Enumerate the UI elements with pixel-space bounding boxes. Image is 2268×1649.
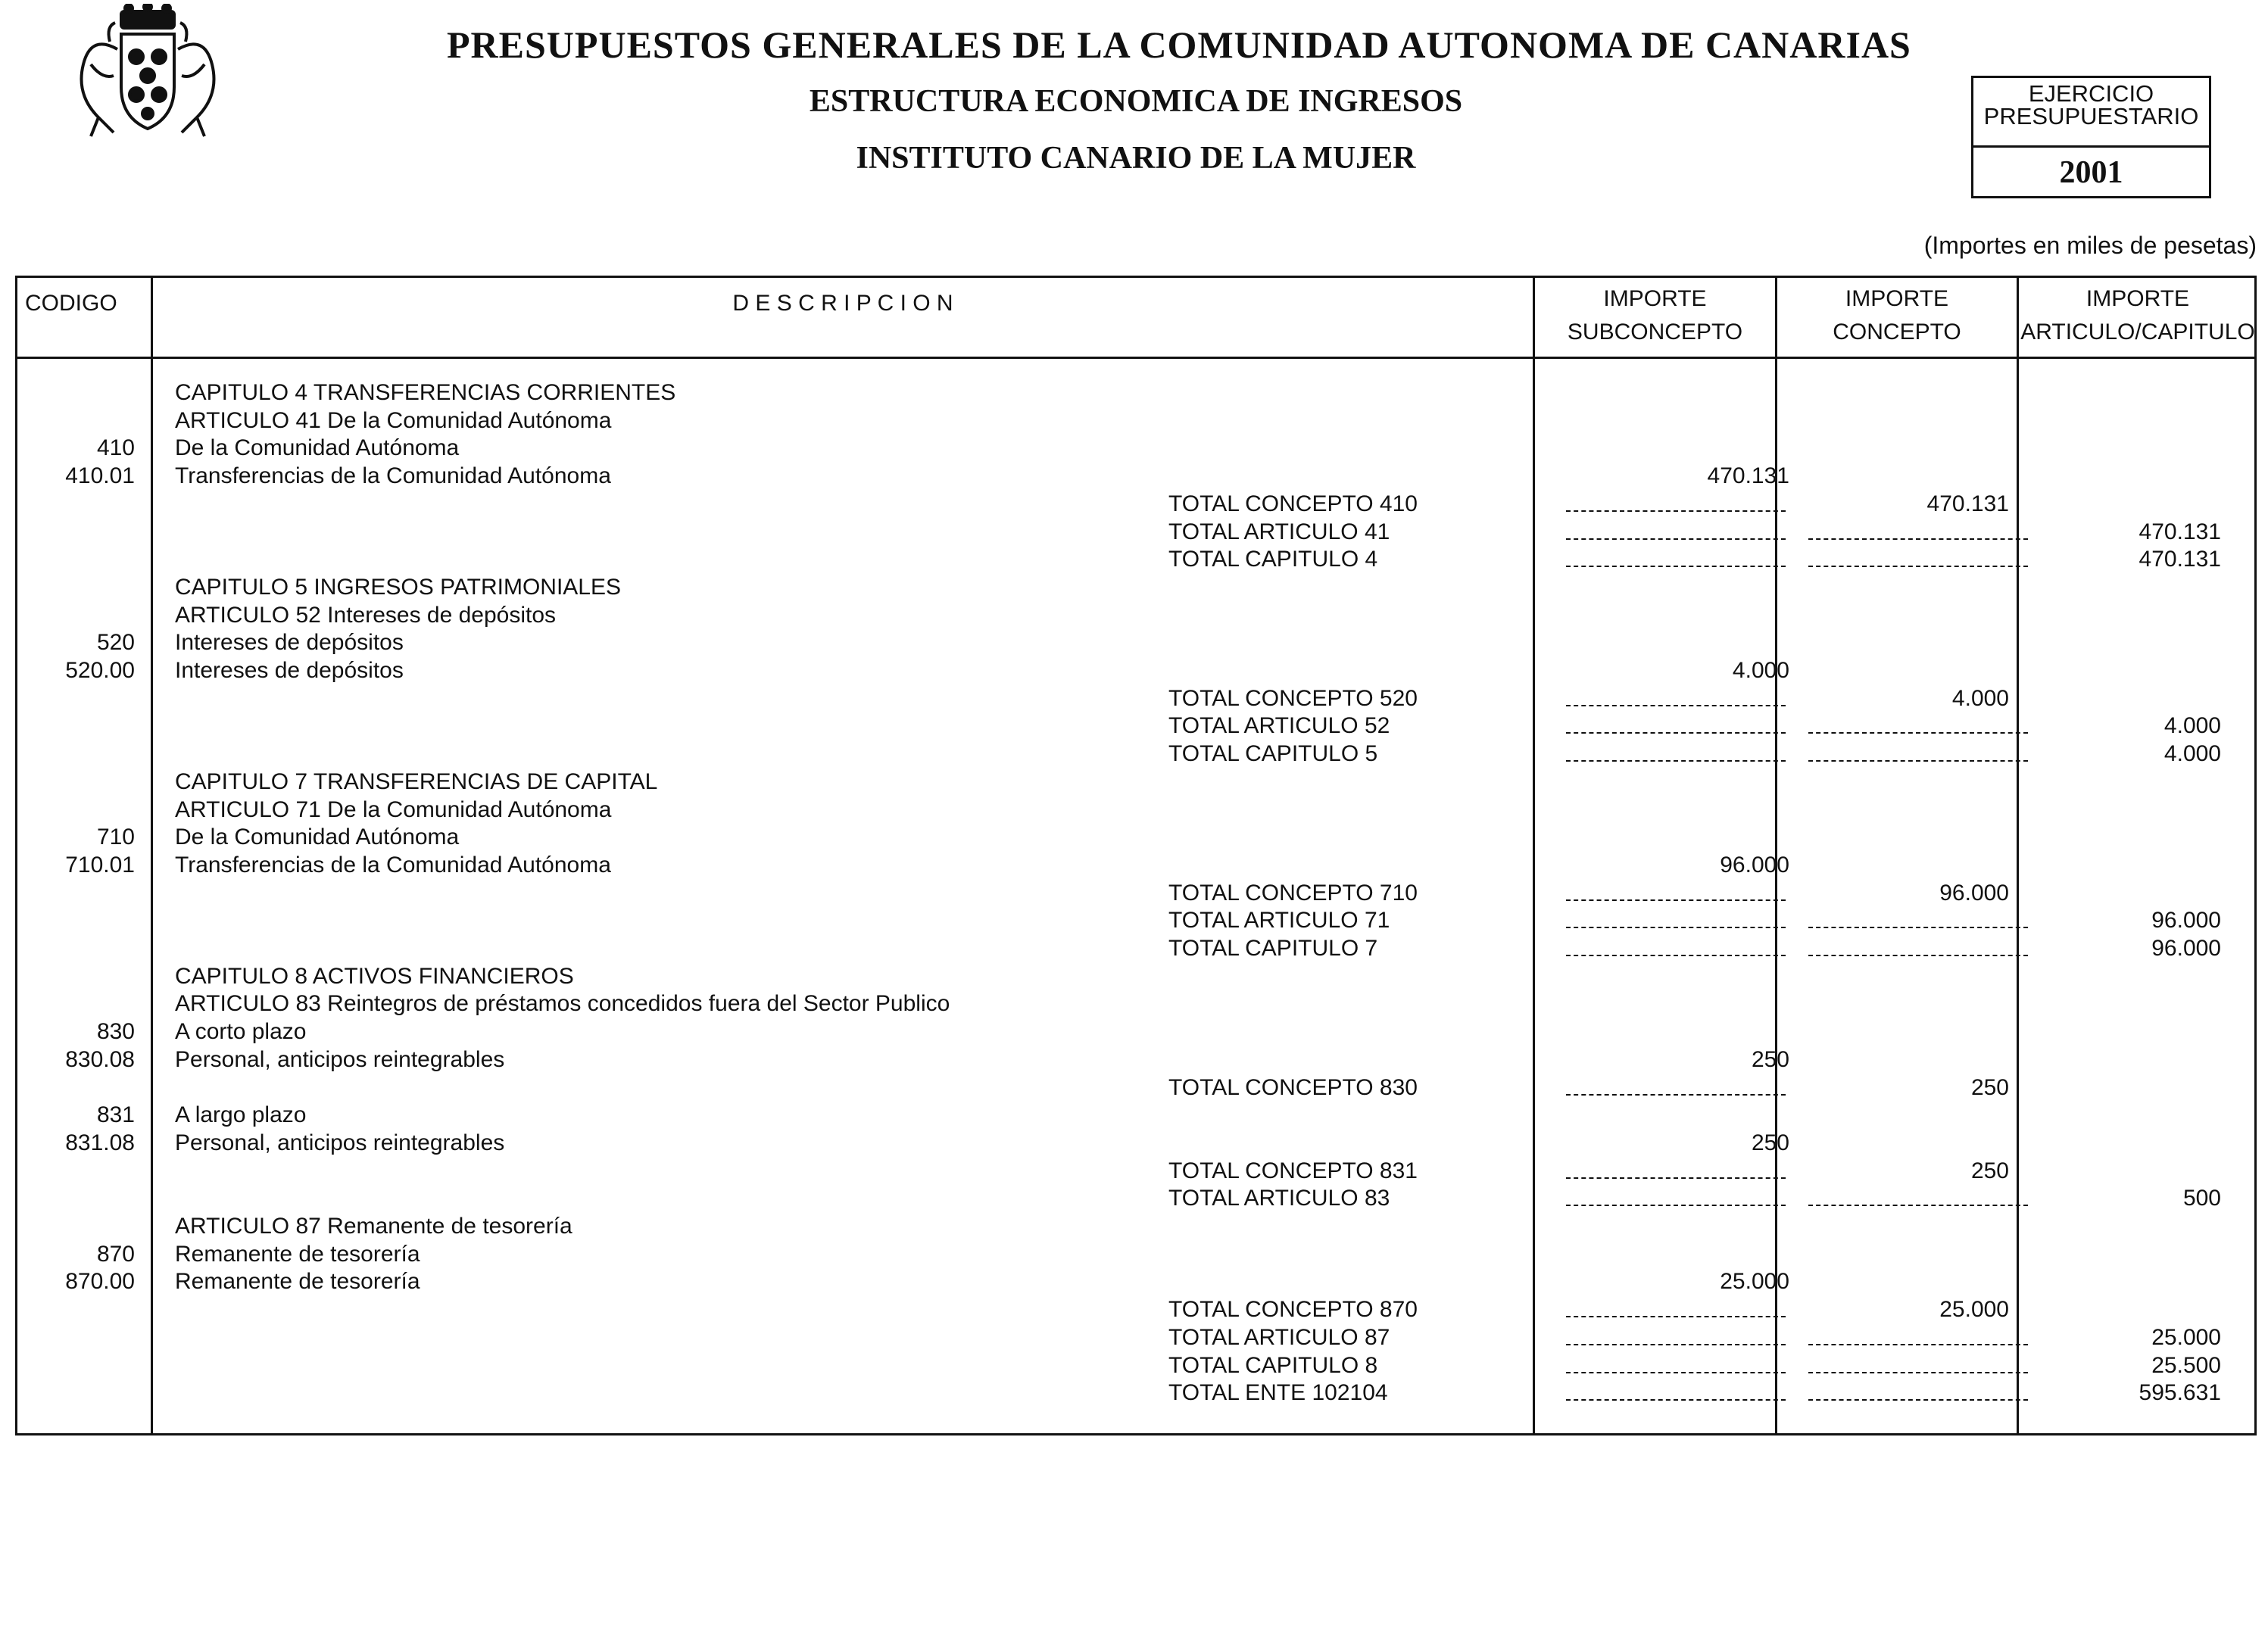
table-row: [17, 880, 2255, 907]
units-note: (Importes en miles de pesetas): [1923, 232, 2257, 259]
total-label: TOTAL ARTICULO 71: [1168, 908, 1390, 934]
importe-articulo-capitulo: 500: [2182, 1186, 2221, 1211]
table-row: [17, 990, 2255, 1018]
importe-subconcepto: 25.000: [1720, 1269, 1789, 1295]
row-code: 830.08: [65, 1046, 135, 1072]
fiscal-year-label: EJERCICIO PRESUPUESTARIO: [1973, 78, 2209, 148]
table-row: [17, 1130, 2255, 1157]
importe-subconcepto: 250: [1751, 1130, 1789, 1155]
table-row: [17, 602, 2255, 629]
row-description: Remanente de tesorería: [175, 1269, 420, 1295]
importe-articulo-capitulo: 4.000: [2163, 713, 2221, 739]
table-row: [17, 1074, 2255, 1102]
table-row: [17, 629, 2255, 656]
row-description: De la Comunidad Autónoma: [175, 824, 460, 850]
leader-dashes: [1808, 1205, 2028, 1206]
table-row: [17, 1158, 2255, 1185]
column-header-importe-articulo-capitulo: IMPORTE ARTICULO/CAPITULO: [2020, 286, 2255, 344]
table-row: [17, 1102, 2255, 1129]
fiscal-year-box: [1971, 76, 2211, 198]
table-row: [17, 796, 2255, 824]
table-row: [17, 963, 2255, 990]
table-row: [17, 1379, 2255, 1407]
total-label: TOTAL CAPITULO 5: [1168, 741, 1378, 767]
leader-dashes: [1566, 760, 1786, 762]
row-code: 410.01: [65, 463, 135, 489]
leader-dashes: [1808, 1344, 2028, 1345]
row-code: 830: [96, 1019, 135, 1045]
column-header-importe-concepto: IMPORTE CONCEPTO: [1833, 286, 1961, 344]
table-row: [17, 491, 2255, 518]
total-label: TOTAL CONCEPTO 710: [1168, 880, 1418, 906]
leader-dashes: [1808, 732, 2028, 734]
leader-dashes: [1808, 566, 2028, 567]
row-code: 870: [96, 1241, 135, 1267]
importe-articulo-capitulo: 470.131: [2139, 519, 2221, 544]
table-row: [17, 824, 2255, 851]
row-description: Personal, anticipos reintegrables: [175, 1046, 505, 1072]
coat-of-arms-icon: [68, 4, 227, 144]
total-label: TOTAL CAPITULO 4: [1168, 547, 1378, 572]
row-description: ARTICULO 83 Reintegros de préstamos concedidos fuera del Sector Publico: [175, 991, 950, 1017]
importe-concepto: 4.000: [1951, 685, 2009, 711]
table-row: [17, 519, 2255, 546]
importe-concepto: 470.131: [1926, 491, 2009, 516]
row-code: 870.00: [65, 1269, 135, 1295]
row-description: Intereses de depósitos: [175, 630, 404, 656]
total-label: TOTAL ENTE 102104: [1168, 1380, 1388, 1406]
row-description: A largo plazo: [175, 1102, 307, 1128]
table-row: [17, 1268, 2255, 1295]
importe-articulo-capitulo: 470.131: [2139, 547, 2221, 572]
table-row: [17, 935, 2255, 962]
importe-subconcepto: 250: [1751, 1046, 1789, 1072]
leader-dashes: [1566, 955, 1786, 956]
row-description: Transferencias de la Comunidad Autónoma: [175, 463, 611, 489]
leader-dashes: [1566, 732, 1786, 734]
row-description: Transferencias de la Comunidad Autónoma: [175, 852, 611, 877]
table-row: [17, 1324, 2255, 1351]
leader-dashes: [1808, 927, 2028, 928]
header-divider: [17, 357, 2254, 359]
leader-dashes: [1566, 1399, 1786, 1401]
leader-dashes: [1566, 1372, 1786, 1373]
importe-subconcepto: 4.000: [1732, 658, 1789, 683]
column-header-importe-subconcepto: IMPORTE SUBCONCEPTO: [1567, 286, 1743, 344]
leader-dashes: [1808, 955, 2028, 956]
importe-subconcepto: 470.131: [1707, 463, 1789, 489]
leader-dashes: [1566, 538, 1786, 540]
table-row: [17, 1018, 2255, 1046]
row-description: CAPITULO 5 INGRESOS PATRIMONIALES: [175, 574, 622, 600]
row-description: De la Comunidad Autónoma: [175, 435, 460, 461]
total-label: TOTAL CONCEPTO 870: [1168, 1297, 1418, 1323]
importe-articulo-capitulo: 4.000: [2163, 741, 2221, 767]
row-code: 710: [96, 824, 135, 850]
fiscal-year-value: 2001: [2059, 155, 2123, 190]
table-row: [17, 768, 2255, 796]
importe-articulo-capitulo: 96.000: [2151, 908, 2221, 934]
row-description: CAPITULO 7 TRANSFERENCIAS DE CAPITAL: [175, 768, 658, 794]
table-row: [17, 657, 2255, 684]
document-title: PRESUPUESTOS GENERALES DE LA COMUNIDAD AUTONOMA DE CANARIAS: [447, 23, 1911, 66]
total-label: TOTAL ARTICULO 52: [1168, 713, 1390, 739]
row-description: Personal, anticipos reintegrables: [175, 1130, 505, 1155]
total-label: TOTAL CONCEPTO 520: [1168, 685, 1418, 711]
row-description: CAPITULO 4 TRANSFERENCIAS CORRIENTES: [175, 380, 676, 405]
table-row: [17, 1185, 2255, 1212]
table-row: [17, 1241, 2255, 1268]
leader-dashes: [1566, 899, 1786, 901]
importe-articulo-capitulo: 595.631: [2139, 1380, 2221, 1406]
table-row: [17, 574, 2255, 601]
leader-dashes: [1566, 1205, 1786, 1206]
table-row: [17, 1213, 2255, 1240]
table-row: [17, 740, 2255, 768]
row-code: 710.01: [65, 852, 135, 877]
table-row: [17, 1046, 2255, 1074]
leader-dashes: [1566, 705, 1786, 706]
table-row: [17, 712, 2255, 740]
table-row: [17, 685, 2255, 712]
entity-name: INSTITUTO CANARIO DE LA MUJER: [856, 141, 1416, 176]
importe-subconcepto: 96.000: [1720, 852, 1789, 877]
table-row: [17, 852, 2255, 879]
leader-dashes: [1808, 760, 2028, 762]
leader-dashes: [1566, 1094, 1786, 1096]
document-subtitle: ESTRUCTURA ECONOMICA DE INGRESOS: [809, 84, 1463, 119]
row-code: 831: [96, 1102, 135, 1128]
total-label: TOTAL ARTICULO 87: [1168, 1324, 1390, 1350]
leader-dashes: [1566, 510, 1786, 512]
importe-concepto: 96.000: [1939, 880, 2009, 906]
importe-articulo-capitulo: 96.000: [2151, 936, 2221, 961]
column-header-descripcion: D E S C R I P C I O N: [732, 291, 953, 316]
leader-dashes: [1566, 1177, 1786, 1179]
row-description: ARTICULO 52 Intereses de depósitos: [175, 602, 557, 628]
row-description: A corto plazo: [175, 1019, 307, 1045]
row-description: Remanente de tesorería: [175, 1241, 420, 1267]
budget-table: [15, 276, 2257, 1435]
row-description: CAPITULO 8 ACTIVOS FINANCIEROS: [175, 963, 574, 989]
table-row: [17, 1352, 2255, 1379]
leader-dashes: [1566, 1316, 1786, 1317]
leader-dashes: [1566, 927, 1786, 928]
row-code: 410: [96, 435, 135, 461]
row-description: ARTICULO 71 De la Comunidad Autónoma: [175, 796, 612, 822]
row-description: Intereses de depósitos: [175, 658, 404, 683]
table-row: [17, 907, 2255, 934]
table-row: [17, 1296, 2255, 1323]
table-row: [17, 379, 2255, 407]
leader-dashes: [1566, 566, 1786, 567]
table-row: [17, 463, 2255, 490]
row-description: ARTICULO 87 Remanente de tesorería: [175, 1214, 572, 1239]
row-code: 520: [96, 630, 135, 656]
leader-dashes: [1808, 1399, 2028, 1401]
leader-dashes: [1566, 1344, 1786, 1345]
row-code: 831.08: [65, 1130, 135, 1155]
table-row: [17, 546, 2255, 573]
importe-articulo-capitulo: 25.500: [2151, 1352, 2221, 1378]
total-label: TOTAL ARTICULO 83: [1168, 1186, 1390, 1211]
total-label: TOTAL CONCEPTO 831: [1168, 1158, 1418, 1183]
importe-concepto: 250: [1970, 1158, 2009, 1183]
leader-dashes: [1808, 1372, 2028, 1373]
importe-concepto: 25.000: [1939, 1297, 2009, 1323]
row-code: 520.00: [65, 658, 135, 683]
total-label: TOTAL CONCEPTO 830: [1168, 1074, 1418, 1100]
leader-dashes: [1808, 538, 2028, 540]
total-label: TOTAL ARTICULO 41: [1168, 519, 1390, 544]
total-label: TOTAL CAPITULO 7: [1168, 936, 1378, 961]
row-description: ARTICULO 41 De la Comunidad Autónoma: [175, 407, 612, 433]
importe-articulo-capitulo: 25.000: [2151, 1324, 2221, 1350]
total-label: TOTAL CONCEPTO 410: [1168, 491, 1418, 516]
total-label: TOTAL CAPITULO 8: [1168, 1352, 1378, 1378]
column-header-codigo: CODIGO: [25, 291, 117, 316]
importe-concepto: 250: [1970, 1074, 2009, 1100]
table-row: [17, 435, 2255, 462]
table-row: [17, 407, 2255, 435]
